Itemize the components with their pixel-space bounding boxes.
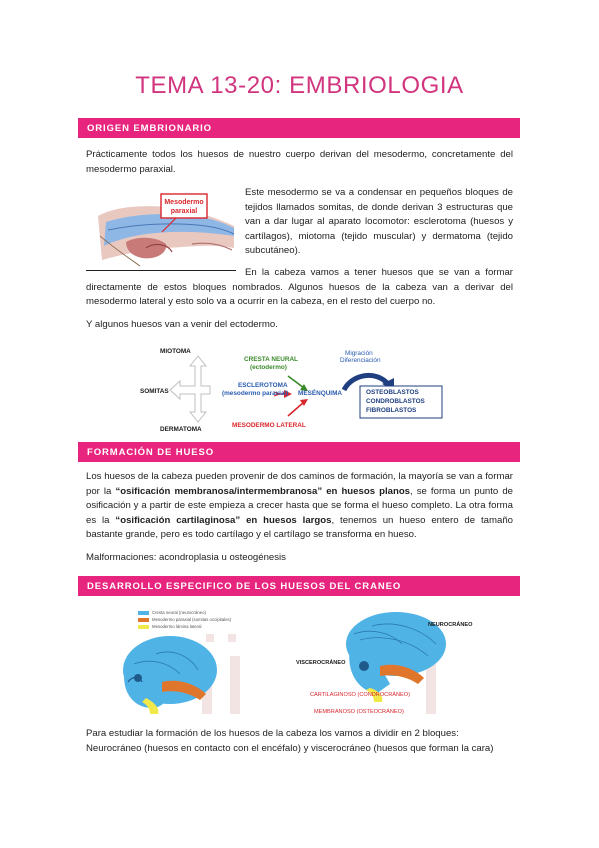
page-title: TEMA 13-20: EMBRIOLOGIA	[135, 72, 464, 99]
skull-shapes	[110, 604, 480, 724]
label-cresta-neural: CRESTA NEURAL	[244, 356, 298, 363]
label-esclerotoma-sub: (mesodermo paraxial)	[222, 390, 289, 397]
formacion-text-a: Los huesos de la cabeza pueden provenir de dos caminos de formación, la mayoría se van a formar por la	[86, 471, 513, 497]
legend-swatch-orange	[138, 618, 149, 622]
formacion-text-c: , se forma un punto de osificación y a partir de este empieza a crecer hasta que se forma el hueso completo. La otra forma es la	[86, 485, 513, 526]
label-cresta-sub: (ectodermo)	[250, 364, 287, 371]
legend-label-cresta: Cresta neural (neurocráneo)	[152, 610, 206, 615]
label-osteoblastos: OSTEOBLASTOS	[366, 389, 419, 396]
label-dermatoma: DERMATOMA	[160, 426, 202, 433]
embryo-label-line1: Mesodermo	[164, 199, 204, 206]
formacion-text-e: , tenemos un hueso entero de tamaño bastante grande, pero es todo cartílago y el cartílago se transforma en hueso.	[86, 514, 513, 541]
label-miotoma: MIOTOMA	[160, 348, 191, 355]
legend-swatch-blue	[138, 611, 149, 615]
paragraph-malformaciones: Malformaciones: acondroplasia u osteogénesis	[86, 552, 286, 563]
label-condroblastos: CONDROBLASTOS	[366, 398, 425, 405]
paragraph-craneo-1: Para estudiar la formación de los huesos de la cabeza los vamos a dividir en 2 bloques: Neurocráneo (huesos en contacto con el encéfalo) y viscerocráneo (huesos que forman la cara)	[86, 728, 494, 754]
section-header-craneo: DESARROLLO ESPECIFICO DE LOS HUESOS DEL CRANEO	[78, 576, 520, 596]
label-membranoso: MEMBRANOSO (OSTEOCRÁNEO)	[314, 709, 404, 715]
diagram-shapes	[138, 342, 458, 434]
paragraph-origen-2: Este mesodermo se va a condensar en pequeños bloques de tejidos llamados somitas, de donde derivan 3 estructuras que van a dar lugar al aparato locomotor: esclerotoma (huesos y cartílagos), miotoma (tejido muscular) y dermatoma (tejido subcutáneo).	[245, 187, 513, 257]
label-migracion: Migración	[345, 350, 373, 357]
label-somitas: SOMITAS	[140, 388, 169, 395]
section-header-formacion: FORMACIÓN DE HUESO	[78, 442, 520, 462]
label-cartilaginoso: CARTILAGINOSO (CONDROCRÁNEO)	[310, 692, 410, 698]
label-diferenciacion: Diferenciación	[340, 357, 381, 364]
legend-label-paraxial: Mesodermo paraxial (somitas occipitales)	[152, 617, 232, 622]
label-mesodermo-lateral: MESODERMO LATERAL	[232, 422, 306, 429]
label-mesenquima: MESÉNQUIMA	[298, 390, 343, 397]
label-fibroblastos: FIBROBLASTOS	[366, 407, 417, 414]
embryo-label-line2: paraxial	[170, 208, 198, 215]
legend-item-cresta	[138, 610, 206, 615]
paragraph-origen-3: En la cabeza vamos a tener huesos que se van a formar directamente de estos bloques nombrados. Algunos huesos de la cabeza van a derivar del mesodermo lateral y esto solo va a ocurrir en la cabeza, en el resto del cuerpo no.	[86, 267, 513, 308]
paragraph-origen-4: Y algunos huesos van a venir del ectodermo.	[86, 319, 278, 330]
embryo-illustration	[96, 186, 236, 268]
label-esclerotoma: ESCLEROTOMA	[238, 382, 288, 389]
label-viscerocraneo: VISCEROCRÁNEO	[296, 660, 346, 666]
formacion-bold-membranosa: “osificación membranosa/intermembranosa” en huesos planos	[115, 485, 411, 497]
section-header-origen: ORIGEN EMBRIONARIO	[78, 118, 520, 138]
label-neurocraneo: NEUROCRÁNEO	[428, 622, 473, 628]
somite-differentiation-diagram	[138, 342, 458, 434]
paragraph-formacion-1	[86, 470, 513, 543]
skull-development-figure	[110, 604, 480, 724]
formacion-bold-cartilaginosa: “osificación cartilaginosa” en huesos largos	[115, 514, 332, 526]
legend-item-lateral	[138, 624, 201, 629]
legend-item-paraxial	[138, 617, 231, 622]
paragraph-origen-1: Prácticamente todos los huesos de nuestro cuerpo derivan del mesodermo, concretamente del mesodermo paraxial.	[86, 149, 513, 175]
legend-label-lateral: Mesodermo lámina lateral	[152, 624, 202, 629]
legend-swatch-yellow	[138, 625, 149, 629]
